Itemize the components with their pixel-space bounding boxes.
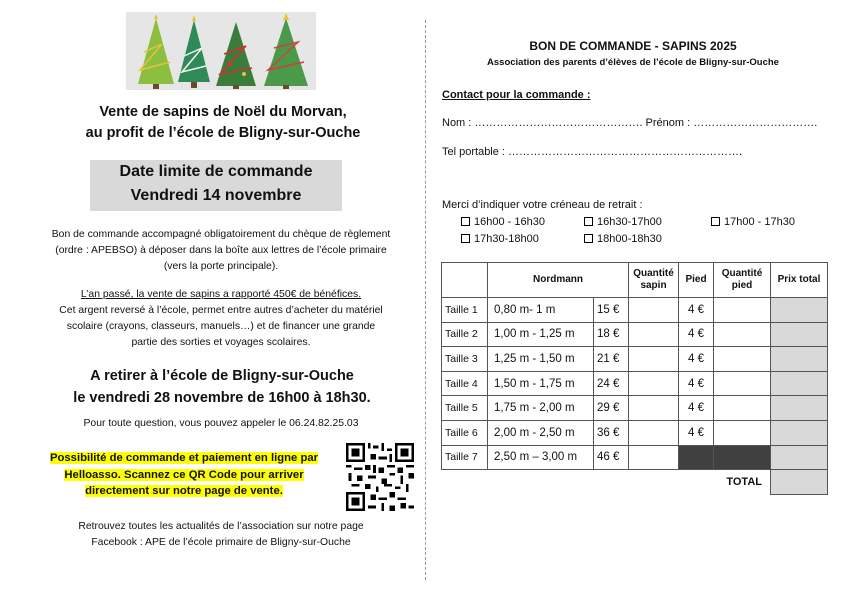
price-cell: 29 € — [594, 396, 629, 421]
table-row — [442, 371, 828, 396]
header-stand: Pied — [679, 263, 714, 298]
slot-label: 17h00 - 17h30 — [724, 216, 795, 228]
row-total-cell — [771, 371, 828, 396]
stand-price-cell: 4 € — [679, 347, 714, 372]
order-form-title: BON DE COMMANDE - SAPINS 2025 — [529, 39, 737, 53]
deadline-label: Date limite de commande — [119, 163, 313, 180]
online-order-note — [36, 450, 332, 500]
header-empty — [442, 263, 488, 298]
facebook-line2: Facebook : APE de l’école primaire de Bligny-sur-Ouche — [91, 537, 351, 548]
size-cell: Taille 7 — [442, 445, 488, 470]
height-range-cell: 1,25 m - 1,50 m — [488, 347, 594, 372]
online-note-line: Possibilité de commande et paiement en ligne par — [49, 452, 319, 464]
header-qty-stand — [714, 263, 771, 298]
tree-icon — [178, 15, 210, 88]
header-text: pied — [731, 280, 753, 291]
height-range-cell: 1,75 m - 2,00 m — [488, 396, 594, 421]
size-cell: Taille 6 — [442, 420, 488, 445]
checkbox-icon[interactable] — [461, 234, 470, 243]
size-cell: Taille 3 — [442, 347, 488, 372]
tree-icon — [138, 14, 174, 89]
qty-stand-input[interactable] — [714, 298, 771, 323]
height-range-cell: 1,00 m - 1,25 m — [488, 322, 594, 347]
size-cell: Taille 1 — [442, 298, 488, 323]
total-label: TOTAL — [726, 476, 762, 489]
row-total-cell — [771, 420, 828, 445]
price-cell: 36 € — [594, 420, 629, 445]
instructions-line: Bon de commande accompagné obligatoirement du chèque de règlement — [51, 229, 391, 240]
table-row — [442, 322, 828, 347]
instructions — [14, 227, 428, 275]
checkbox-icon[interactable] — [584, 217, 593, 226]
qty-tree-input[interactable] — [629, 420, 679, 445]
pickup-location: A retirer à l’école de Bligny-sur-Ouche — [90, 368, 354, 384]
qr-code[interactable] — [346, 443, 414, 511]
slot-label: 17h30-18h00 — [474, 233, 539, 245]
row-total-cell — [771, 322, 828, 347]
usage-line: partie des sorties et voyages scolaires. — [131, 337, 311, 348]
price-cell: 15 € — [594, 298, 629, 323]
stand-price-cell: 4 € — [679, 420, 714, 445]
price-cell: 18 € — [594, 322, 629, 347]
slot-prompt: Merci d’indiquer votre créneau de retrait : — [442, 199, 643, 211]
stand-unavailable-cell — [679, 445, 714, 470]
slot-option[interactable] — [461, 233, 539, 245]
slot-option[interactable] — [711, 216, 795, 228]
stand-price-cell: 4 € — [679, 371, 714, 396]
slot-label: 16h00 - 16h30 — [474, 216, 545, 228]
row-total-cell — [771, 445, 828, 470]
deadline-date: Vendredi 14 novembre — [130, 187, 302, 204]
header-total-price: Prix total — [771, 263, 828, 298]
order-form-subtitle: Association des parents d’élèves de l’école de Bligny-sur-Ouche — [487, 57, 779, 68]
sale-title-line1: Vente de sapins de Noël du Morvan, — [99, 104, 347, 120]
qty-stand-input[interactable] — [714, 347, 771, 372]
slot-label: 18h00-18h30 — [597, 233, 662, 245]
price-cell: 24 € — [594, 371, 629, 396]
size-cell: Taille 5 — [442, 396, 488, 421]
size-cell: Taille 4 — [442, 371, 488, 396]
qty-tree-input[interactable] — [629, 396, 679, 421]
height-range-cell: 1,50 m - 1,75 m — [488, 371, 594, 396]
tree-icon — [216, 22, 256, 89]
height-range-cell: 2,00 m - 2,50 m — [488, 420, 594, 445]
qty-tree-input[interactable] — [629, 322, 679, 347]
phone-field[interactable]: Tel portable : ………………………………………………………. — [442, 146, 743, 158]
qty-tree-input[interactable] — [629, 371, 679, 396]
qty-stand-input[interactable] — [714, 371, 771, 396]
qty-stand-unavailable-cell — [714, 445, 771, 470]
row-total-cell — [771, 347, 828, 372]
qr-code-icon — [346, 443, 414, 511]
qty-stand-input[interactable] — [714, 396, 771, 421]
header-variety: Nordmann — [488, 263, 629, 298]
row-total-cell — [771, 396, 828, 421]
online-note-line: Helloasso. Scannez ce QR Code pour arriver — [64, 468, 304, 481]
usage-line: Cet argent reversé à l’école, permet entre autres d’acheter du matériel — [59, 305, 383, 316]
slot-option[interactable] — [584, 216, 662, 228]
tree-icon — [264, 13, 308, 89]
header-text: sapin — [640, 280, 667, 291]
qty-tree-input[interactable] — [629, 445, 679, 470]
size-cell: Taille 2 — [442, 322, 488, 347]
header-qty-tree — [629, 263, 679, 298]
qty-tree-input[interactable] — [629, 298, 679, 323]
price-cell: 21 € — [594, 347, 629, 372]
instructions-line: (vers la porte principale). — [163, 261, 279, 272]
price-cell: 46 € — [594, 445, 629, 470]
height-range-cell: 0,80 m- 1 m — [488, 298, 594, 323]
height-range-cell: 2,50 m – 3,00 m — [488, 445, 594, 470]
fundraising-info — [14, 287, 428, 351]
online-note-line: directement sur notre page de vente. — [85, 485, 283, 497]
grand-total-cell — [771, 470, 828, 495]
sale-title-line2: au profit de l’école de Bligny-sur-Ouche — [85, 125, 361, 141]
total-row — [442, 470, 828, 495]
checkbox-icon[interactable] — [711, 217, 720, 226]
instructions-line: (ordre : APEBSO) à déposer dans la boîte aux lettres de l’école primaire — [55, 245, 387, 256]
checkbox-icon[interactable] — [584, 234, 593, 243]
qty-tree-input[interactable] — [629, 347, 679, 372]
table-row — [442, 445, 828, 470]
stand-price-cell: 4 € — [679, 396, 714, 421]
usage-line: scolaire (crayons, classeurs, manuels…) et de financer une grande — [66, 321, 376, 332]
slot-label: 16h30-17h00 — [597, 216, 662, 228]
order-table — [441, 262, 828, 495]
qty-stand-input[interactable] — [714, 420, 771, 445]
cut-line-divider — [425, 20, 426, 580]
name-field[interactable]: Nom : ………………………………………. Prénom : ……………………………. — [442, 117, 818, 129]
facebook-info — [14, 519, 428, 551]
header-text: Quantité — [633, 268, 674, 279]
table-row — [442, 396, 828, 421]
header-text: Quantité — [721, 268, 763, 279]
contact-phone: Pour toute question, vous pouvez appeler le 06.24.82.25.03 — [83, 418, 359, 429]
contact-heading: Contact pour la commande : — [442, 89, 591, 101]
stand-price-cell: 4 € — [679, 298, 714, 323]
checkbox-icon[interactable] — [461, 217, 470, 226]
row-total-cell — [771, 298, 828, 323]
table-header-row — [442, 263, 828, 298]
table-row — [442, 298, 828, 323]
slot-option[interactable] — [461, 216, 545, 228]
slot-option[interactable] — [584, 233, 662, 245]
deadline-box — [90, 160, 342, 211]
pickup-date: le vendredi 28 novembre de 16h00 à 18h30. — [73, 390, 371, 406]
table-row — [442, 420, 828, 445]
last-year-result: L’an passé, la vente de sapins a rapporté 450€ de bénéfices. — [80, 289, 362, 300]
table-row — [442, 347, 828, 372]
stand-price-cell: 4 € — [679, 322, 714, 347]
christmas-trees-illustration — [126, 12, 316, 90]
qty-stand-input[interactable] — [714, 322, 771, 347]
facebook-line1: Retrouvez toutes les actualités de l’association sur notre page — [78, 521, 364, 532]
